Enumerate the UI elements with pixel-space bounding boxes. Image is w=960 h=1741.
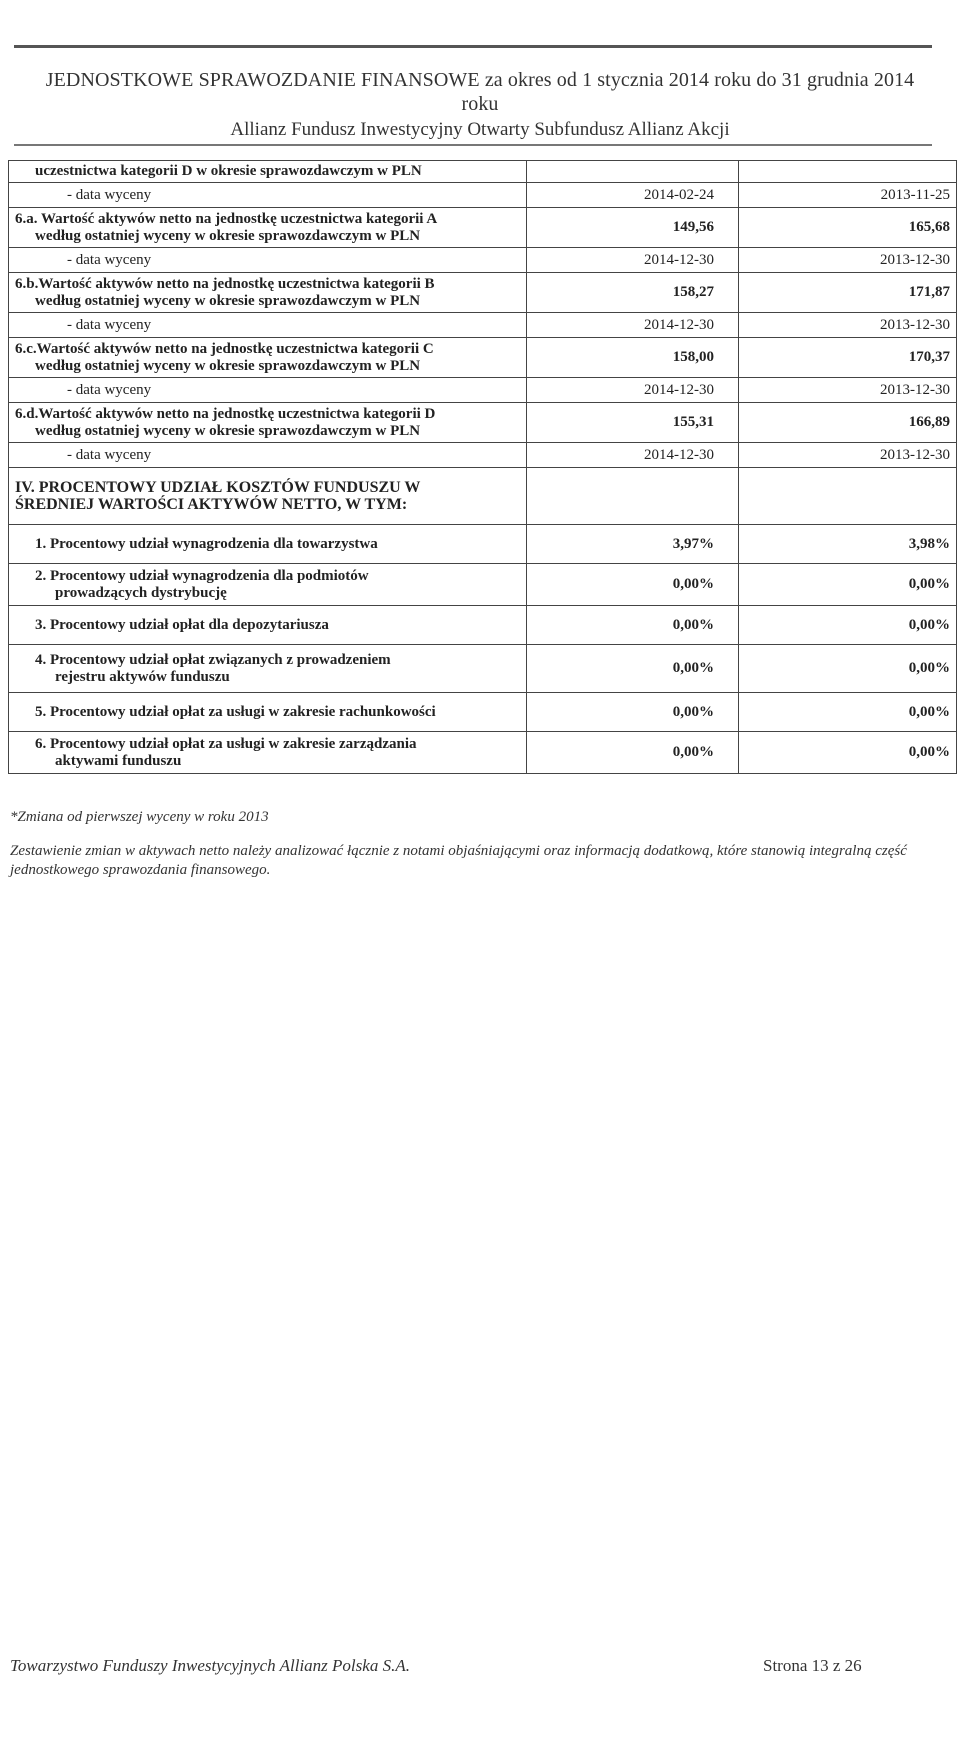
value-2014: 149,56 bbox=[527, 208, 739, 248]
table-row bbox=[9, 161, 957, 183]
row-label-line: prowadzących dystrybucję bbox=[55, 584, 227, 601]
table-row bbox=[9, 403, 957, 443]
section-title-line: ŚREDNIEJ WARTOŚCI AKTYWÓW NETTO, W TYM: bbox=[15, 496, 408, 513]
table-row bbox=[9, 443, 957, 468]
row-label bbox=[9, 338, 527, 378]
row-label bbox=[9, 645, 527, 693]
table-row bbox=[9, 378, 957, 403]
row-label-line: rejestru aktywów funduszu bbox=[55, 668, 230, 685]
table-row bbox=[9, 208, 957, 248]
table-row bbox=[9, 564, 957, 606]
row-label-line: aktywami funduszu bbox=[55, 752, 182, 769]
row-label: - data wyceny bbox=[9, 248, 527, 273]
row-label bbox=[9, 273, 527, 313]
row-label: 5. Procentowy udział opłat za usługi w zakresie rachunkowości bbox=[9, 693, 527, 732]
value-2013: 0,00% bbox=[739, 645, 957, 693]
row-label bbox=[9, 564, 527, 606]
row-label-line: 6. Procentowy udział opłat za usługi w zakresie zarządzania bbox=[35, 735, 417, 752]
table-row bbox=[9, 183, 957, 208]
value-2013: 170,37 bbox=[739, 338, 957, 378]
row-label: - data wyceny bbox=[9, 378, 527, 403]
row-label-line: 6.c.Wartość aktywów netto na jednostkę uczestnictwa kategorii C bbox=[15, 340, 434, 357]
value-2013: 0,00% bbox=[739, 564, 957, 606]
row-label bbox=[9, 208, 527, 248]
value-2013: 2013-12-30 bbox=[739, 378, 957, 403]
value-cell bbox=[739, 161, 957, 183]
table-row bbox=[9, 645, 957, 693]
table-row bbox=[9, 693, 957, 732]
value-cell bbox=[527, 161, 739, 183]
value-2013: 2013-12-30 bbox=[739, 248, 957, 273]
value-cell bbox=[739, 468, 957, 525]
row-label-line: według ostatniej wyceny w okresie sprawozdawczym w PLN bbox=[35, 357, 421, 374]
value-2013: 0,00% bbox=[739, 693, 957, 732]
value-2013: 0,00% bbox=[739, 732, 957, 774]
financial-table bbox=[8, 160, 957, 774]
value-cell bbox=[527, 468, 739, 525]
value-2013: 3,98% bbox=[739, 525, 957, 564]
value-2013: 0,00% bbox=[739, 606, 957, 645]
row-label-line: 4. Procentowy udział opłat związanych z prowadzeniem bbox=[35, 651, 391, 668]
table-row bbox=[9, 338, 957, 378]
row-label: 1. Procentowy udział wynagrodzenia dla towarzystwa bbox=[9, 525, 527, 564]
page-number: Strona 13 z 26 bbox=[763, 1656, 862, 1675]
value-2014: 0,00% bbox=[527, 732, 739, 774]
row-label-line: według ostatniej wyceny w okresie sprawozdawczym w PLN bbox=[35, 292, 421, 309]
row-label-line: 6.d.Wartość aktywów netto na jednostkę uczestnictwa kategorii D bbox=[15, 405, 436, 422]
table-row bbox=[9, 313, 957, 338]
footer-company: Towarzystwo Funduszy Inwestycyjnych Allianz Polska S.A. bbox=[10, 1656, 410, 1675]
row-label bbox=[9, 403, 527, 443]
value-2013: 2013-11-25 bbox=[739, 183, 957, 208]
section-header-row bbox=[9, 468, 957, 525]
row-label: - data wyceny bbox=[9, 183, 527, 208]
header-title: JEDNOSTKOWE SPRAWOZDANIE FINANSOWE za okres od 1 stycznia 2014 roku do 31 grudnia 2014 roku bbox=[45, 69, 915, 115]
value-2014: 2014-12-30 bbox=[527, 443, 739, 468]
value-2014: 158,27 bbox=[527, 273, 739, 313]
row-label: uczestnictwa kategorii D w okresie sprawozdawczym w PLN bbox=[9, 161, 527, 183]
value-2014: 155,31 bbox=[527, 403, 739, 443]
section-title bbox=[9, 468, 527, 525]
header-subtitle: Allianz Fundusz Inwestycyjny Otwarty Subfundusz Allianz Akcji bbox=[230, 119, 730, 140]
table-row bbox=[9, 273, 957, 313]
header-rule bbox=[14, 144, 932, 146]
table-row bbox=[9, 606, 957, 645]
value-2014: 0,00% bbox=[527, 564, 739, 606]
value-2014: 3,97% bbox=[527, 525, 739, 564]
value-2013: 166,89 bbox=[739, 403, 957, 443]
footnote: *Zmiana od pierwszej wyceny w roku 2013 bbox=[10, 809, 269, 825]
row-label-line: według ostatniej wyceny w okresie sprawozdawczym w PLN bbox=[35, 227, 421, 244]
value-2014: 0,00% bbox=[527, 606, 739, 645]
table-row bbox=[9, 248, 957, 273]
row-label-line: 6.a. Wartość aktywów netto na jednostkę uczestnictwa kategorii A bbox=[15, 210, 438, 227]
value-2014: 0,00% bbox=[527, 645, 739, 693]
value-2013: 165,68 bbox=[739, 208, 957, 248]
row-label: - data wyceny bbox=[9, 443, 527, 468]
row-label bbox=[9, 732, 527, 774]
table-row bbox=[9, 732, 957, 774]
row-label: 3. Procentowy udział opłat dla depozytariusza bbox=[9, 606, 527, 645]
value-2014: 158,00 bbox=[527, 338, 739, 378]
row-label-line: 2. Procentowy udział wynagrodzenia dla podmiotów bbox=[35, 567, 369, 584]
row-label-line: według ostatniej wyceny w okresie sprawozdawczym w PLN bbox=[35, 422, 421, 439]
value-2014: 2014-02-24 bbox=[527, 183, 739, 208]
value-2014: 2014-12-30 bbox=[527, 248, 739, 273]
value-2013: 2013-12-30 bbox=[739, 313, 957, 338]
row-label-line: 6.b.Wartość aktywów netto na jednostkę uczestnictwa kategorii B bbox=[15, 275, 435, 292]
value-2014: 2014-12-30 bbox=[527, 313, 739, 338]
row-label: - data wyceny bbox=[9, 313, 527, 338]
section-title-line: IV. PROCENTOWY UDZIAŁ KOSZTÓW FUNDUSZU W bbox=[15, 479, 421, 496]
table-row bbox=[9, 525, 957, 564]
value-2014: 0,00% bbox=[527, 693, 739, 732]
disclaimer-text: Zestawienie zmian w aktywach netto należy analizować łącznie z notami objaśniającymi oraz informacją dodatkową, które stanowią integralną część jednostkowego sprawozdania finansowego. bbox=[10, 843, 907, 878]
value-2013: 2013-12-30 bbox=[739, 443, 957, 468]
document-header bbox=[30, 68, 930, 141]
value-2013: 171,87 bbox=[739, 273, 957, 313]
top-rule bbox=[14, 45, 932, 48]
value-2014: 2014-12-30 bbox=[527, 378, 739, 403]
